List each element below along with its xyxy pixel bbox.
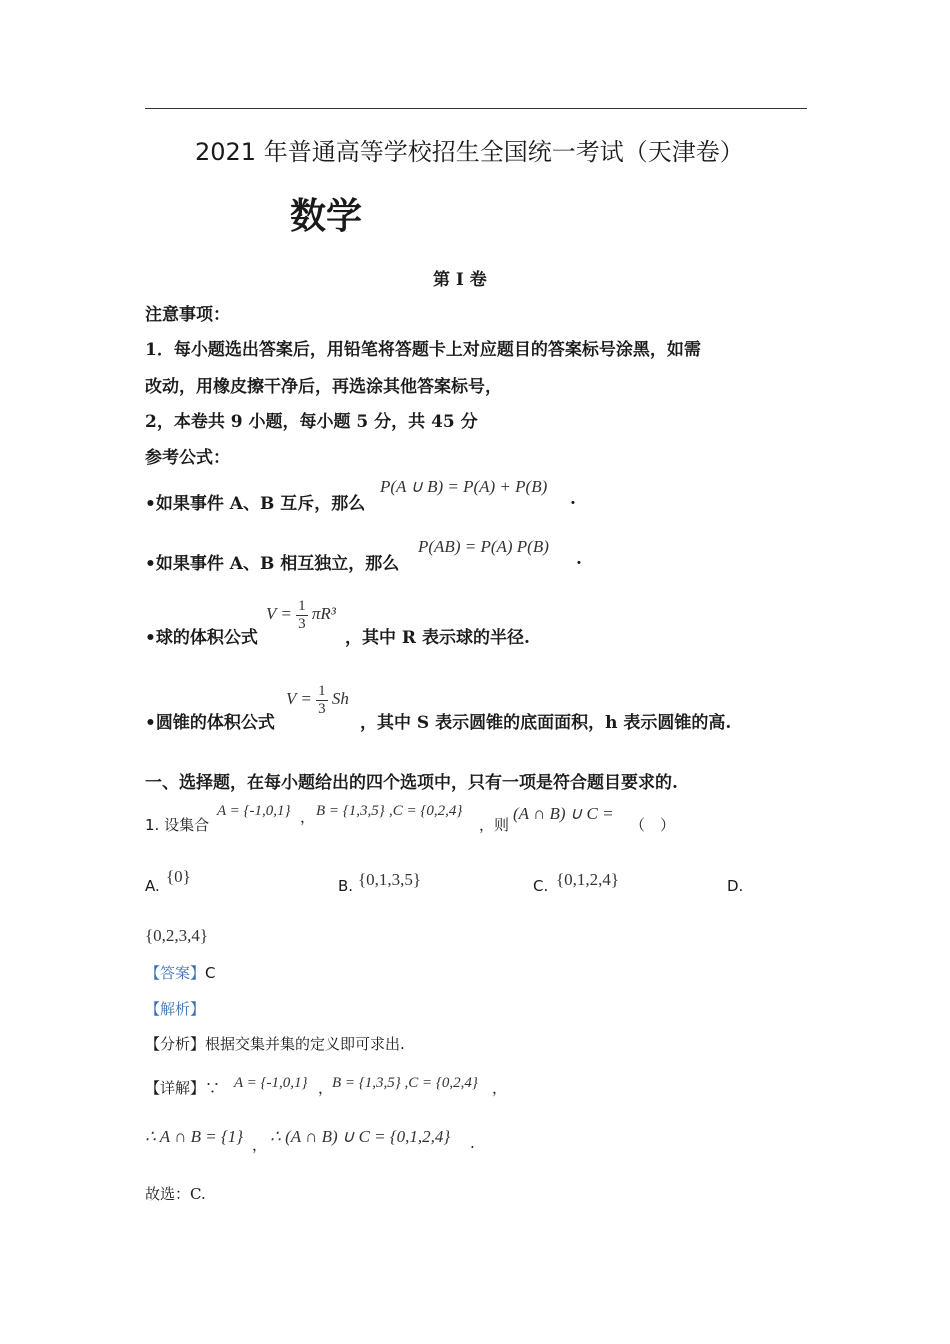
formula2-text: •如果事件 A、B 相互独立，那么 [145, 554, 400, 574]
exam-title: 2021 年普通高等学校招生全国统一考试（天津卷） [195, 138, 744, 166]
detail-tag: 【详解】∵ [145, 1079, 221, 1097]
notice-heading: 注意事项： [145, 305, 230, 325]
analysis-summary: 【分析】根据交集并集的定义即可求出. [145, 1035, 405, 1053]
q1-then: ，则 [479, 816, 510, 834]
formula4-numerator: 1 [318, 683, 326, 699]
formula3-denominator: 3 [298, 615, 306, 632]
formulas-heading: 参考公式： [145, 448, 230, 468]
formula1-end: . [570, 489, 576, 509]
detail-sep: ， [318, 1079, 334, 1097]
q1-option-a-value: {0} [166, 867, 191, 886]
formula3-tail: ，其中 R 表示球的半径. [345, 628, 530, 648]
q1-blank: （ ） [630, 816, 676, 834]
formula2-end: . [576, 549, 582, 569]
analysis-tag: 【解析】 [145, 1000, 206, 1018]
answer-line [145, 962, 216, 983]
formula4-text: •圆锥的体积公式 [145, 713, 275, 733]
answer-tag: 【答案】 [145, 964, 206, 982]
formula4-denominator: 3 [318, 700, 326, 717]
subject-title: 数学 [290, 196, 363, 237]
step-end: . [470, 1134, 475, 1152]
q1-set-c: ,C = {0,2,4} [389, 803, 463, 819]
q1-prefix: 1. 设集合 [145, 816, 210, 834]
notice-item1-line1: 1．每小题选出答案后，用铅笔将答题卡上对应题目的答案标号涂黑，如需 [145, 340, 701, 360]
formula3-lhs: V = [266, 603, 292, 623]
q1-option-b-label: B. [338, 877, 354, 895]
detail-end: ， [492, 1079, 508, 1097]
formula3-fraction [296, 598, 308, 632]
q1-option-d-value: {0,2,3,4} [145, 926, 209, 945]
formula4-math [286, 683, 349, 717]
q1-option-b-value: {0,1,3,5} [358, 870, 422, 889]
detail-set-a: A = {-1,0,1} [234, 1075, 308, 1091]
formula3-text: •球的体积公式 [145, 628, 258, 648]
q1-expression: (A ∩ B) ∪ C = [513, 804, 614, 823]
q1-set-b: B = {1,3,5} [316, 803, 385, 819]
step2-math: ∴ (A ∩ B) ∪ C = {0,1,2,4} [270, 1127, 451, 1146]
formula3-math [266, 598, 336, 632]
header-rule [145, 108, 807, 109]
q1-set-a: A = {-1,0,1} [217, 803, 291, 819]
formula1-math: P(A ∪ B) = P(A) + P(B) [380, 477, 548, 496]
formula3-numerator: 1 [298, 598, 306, 614]
formula3-rhs: πR³ [311, 603, 336, 623]
formula4-rhs: Sh [331, 688, 349, 708]
notice-item2: 2，本卷共 9 小题，每小题 5 分，共 45 分 [145, 412, 478, 432]
formula4-fraction [316, 683, 328, 717]
q1-option-c-value: {0,1,2,4} [556, 870, 620, 889]
detail-sets-bc: B = {1,3,5} ,C = {0,2,4} [332, 1075, 478, 1091]
q1-sep: ， [300, 808, 316, 826]
formula1-text: •如果事件 A、B 互斥，那么 [145, 494, 366, 514]
step-sep: ， [252, 1136, 268, 1154]
q1-option-a-label: A. [145, 877, 160, 895]
step1-math: ∴ A ∩ B = {1} [145, 1127, 244, 1146]
section-heading: 一、选择题，在每小题给出的四个选项中，只有一项是符合题目要求的. [145, 773, 678, 793]
q1-option-d-label: D. [727, 877, 744, 895]
formula4-tail: ，其中 S 表示圆锥的底面面积，h 表示圆锥的高. [360, 713, 732, 733]
conclusion: 故选：C. [145, 1185, 206, 1203]
volume-label: 第 I 卷 [433, 270, 487, 290]
formula4-lhs: V = [286, 688, 312, 708]
answer-value: C [205, 964, 216, 982]
q1-option-c-label: C. [533, 877, 549, 895]
formula2-math: P(AB) = P(A) P(B) [418, 537, 549, 556]
notice-item1-line2: 改动，用橡皮擦干净后，再选涂其他答案标号， [145, 377, 502, 397]
